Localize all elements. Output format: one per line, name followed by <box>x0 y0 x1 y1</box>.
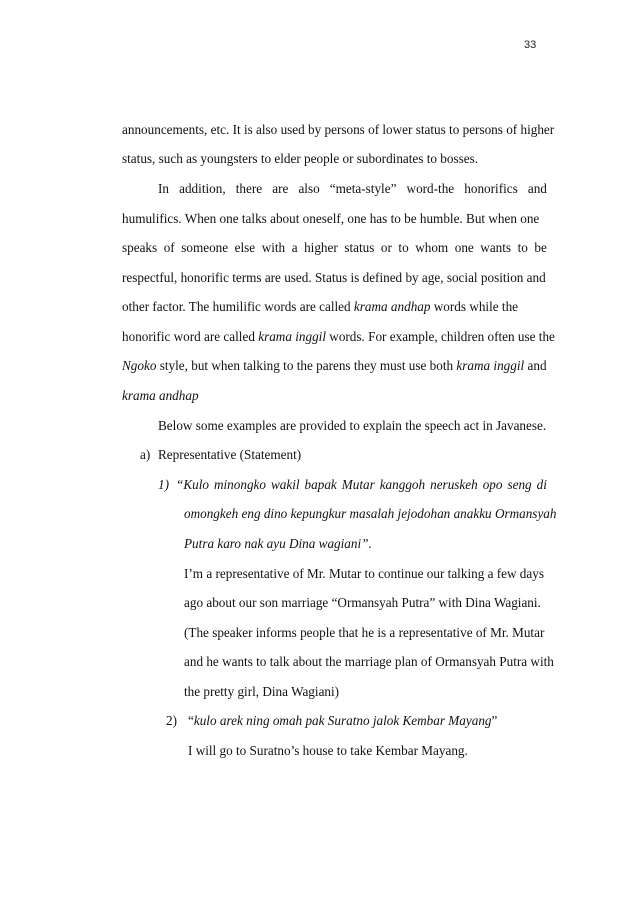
word: kanggoh <box>379 477 426 492</box>
example-1-number <box>158 477 169 493</box>
word: also <box>298 181 320 196</box>
paragraph-3: Below some examples are provided to explain the speech act in Javanese. <box>158 418 547 433</box>
word: one <box>454 240 474 255</box>
word: “meta-style” <box>329 181 397 196</box>
word: and <box>527 181 547 196</box>
text-run: words. For example, children often use the <box>326 329 555 344</box>
text-run: other factor. The humilific words are called <box>122 299 354 314</box>
paragraph-2-line-1 <box>158 181 547 197</box>
word: di <box>536 477 547 492</box>
example-1-javanese-line-3: Putra karo nak ayu Dina wagiani”. <box>184 536 372 551</box>
paragraph-2-line-3 <box>122 240 547 256</box>
section-a-title: Representative (Statement) <box>158 447 302 462</box>
paragraph-2-line-2: humulifics. When one talks about oneself, one has to be humble. But when one <box>122 211 540 226</box>
word: announcements, etc. It is also used by persons of lower status to persons of higher <box>122 122 555 137</box>
paragraph-2-line-4: respectful, honorific terms are used. Status is defined by age, social position and <box>122 270 546 285</box>
text-run: krama andhap <box>353 299 431 314</box>
text-run: krama andhap <box>122 388 199 403</box>
word: word-the <box>406 181 455 196</box>
word: seng <box>507 477 532 492</box>
text-run: words while the <box>430 299 519 314</box>
word: In <box>158 181 169 196</box>
paragraph-1-line-1 <box>122 122 555 138</box>
word: higher <box>304 240 338 255</box>
example-1-javanese-line-1 <box>176 477 547 493</box>
section-a-label: a) <box>140 447 151 462</box>
text-run: kulo arek ning omah pak Suratno jalok Kembar Mayang <box>193 713 492 728</box>
word: someone <box>181 240 229 255</box>
word: addition, <box>179 181 226 196</box>
example-2-english: I will go to Suratno’s house to take Kembar Mayang. <box>188 743 468 758</box>
word: honorifics <box>464 181 518 196</box>
text-run: Ngoko <box>122 358 157 373</box>
text-run: honorific word are called <box>122 329 259 344</box>
example-1-english-line-2: ago about our son marriage “Ormansyah Putra” with Dina Wagiani. <box>184 595 541 610</box>
word: are <box>272 181 289 196</box>
paragraph-2-line-7 <box>122 358 547 374</box>
word: a <box>291 240 298 255</box>
text-run: and <box>524 358 547 373</box>
example-2-number: 2) <box>166 713 177 728</box>
example-1-javanese-line-2: omongkeh eng dino kepungkur masalah jejodohan anakku Ormansyah <box>184 506 557 521</box>
text-run: 1) <box>158 477 169 492</box>
word: opo <box>482 477 503 492</box>
word: with <box>261 240 286 255</box>
text-run: “ <box>188 713 194 728</box>
word: be <box>534 240 547 255</box>
paragraph-2-line-5 <box>122 299 518 315</box>
word: status <box>344 240 375 255</box>
word: minongko <box>213 477 266 492</box>
example-1-explain-line-2: and he wants to talk about the marriage plan of Ormansyah Putra with <box>184 654 554 669</box>
word: of <box>163 240 175 255</box>
page-number: 33 <box>524 39 537 51</box>
word: to <box>398 240 409 255</box>
word: “Kulo <box>176 477 209 492</box>
word: whom <box>415 240 449 255</box>
word: to <box>517 240 528 255</box>
word: there <box>235 181 263 196</box>
example-1-explain-line-1: (The speaker informs people that he is a representative of Mr. Mutar <box>184 625 545 640</box>
text-run: krama inggil <box>456 358 525 373</box>
word: bapak <box>304 477 337 492</box>
example-2-javanese <box>188 713 497 729</box>
example-1-english-line-1: I’m a representative of Mr. Mutar to continue our talking a few days <box>184 566 544 581</box>
example-1-explain-line-3: the pretty girl, Dina Wagiani) <box>184 684 340 699</box>
word: or <box>380 240 392 255</box>
paragraph-2-line-6 <box>122 329 555 345</box>
text-run: krama inggil <box>258 329 326 344</box>
word: neruskeh <box>430 477 478 492</box>
word: speaks <box>122 240 158 255</box>
text-run: ” <box>491 713 498 728</box>
paragraph-2-line-8 <box>122 388 199 404</box>
word: wants <box>480 240 512 255</box>
paragraph-1-line-2: status, such as youngsters to elder people or subordinates to bosses. <box>122 151 479 166</box>
word: wakil <box>270 477 300 492</box>
word: Mutar <box>341 477 375 492</box>
text-run: style, but when talking to the parens they must use both <box>156 358 457 373</box>
word: else <box>234 240 256 255</box>
